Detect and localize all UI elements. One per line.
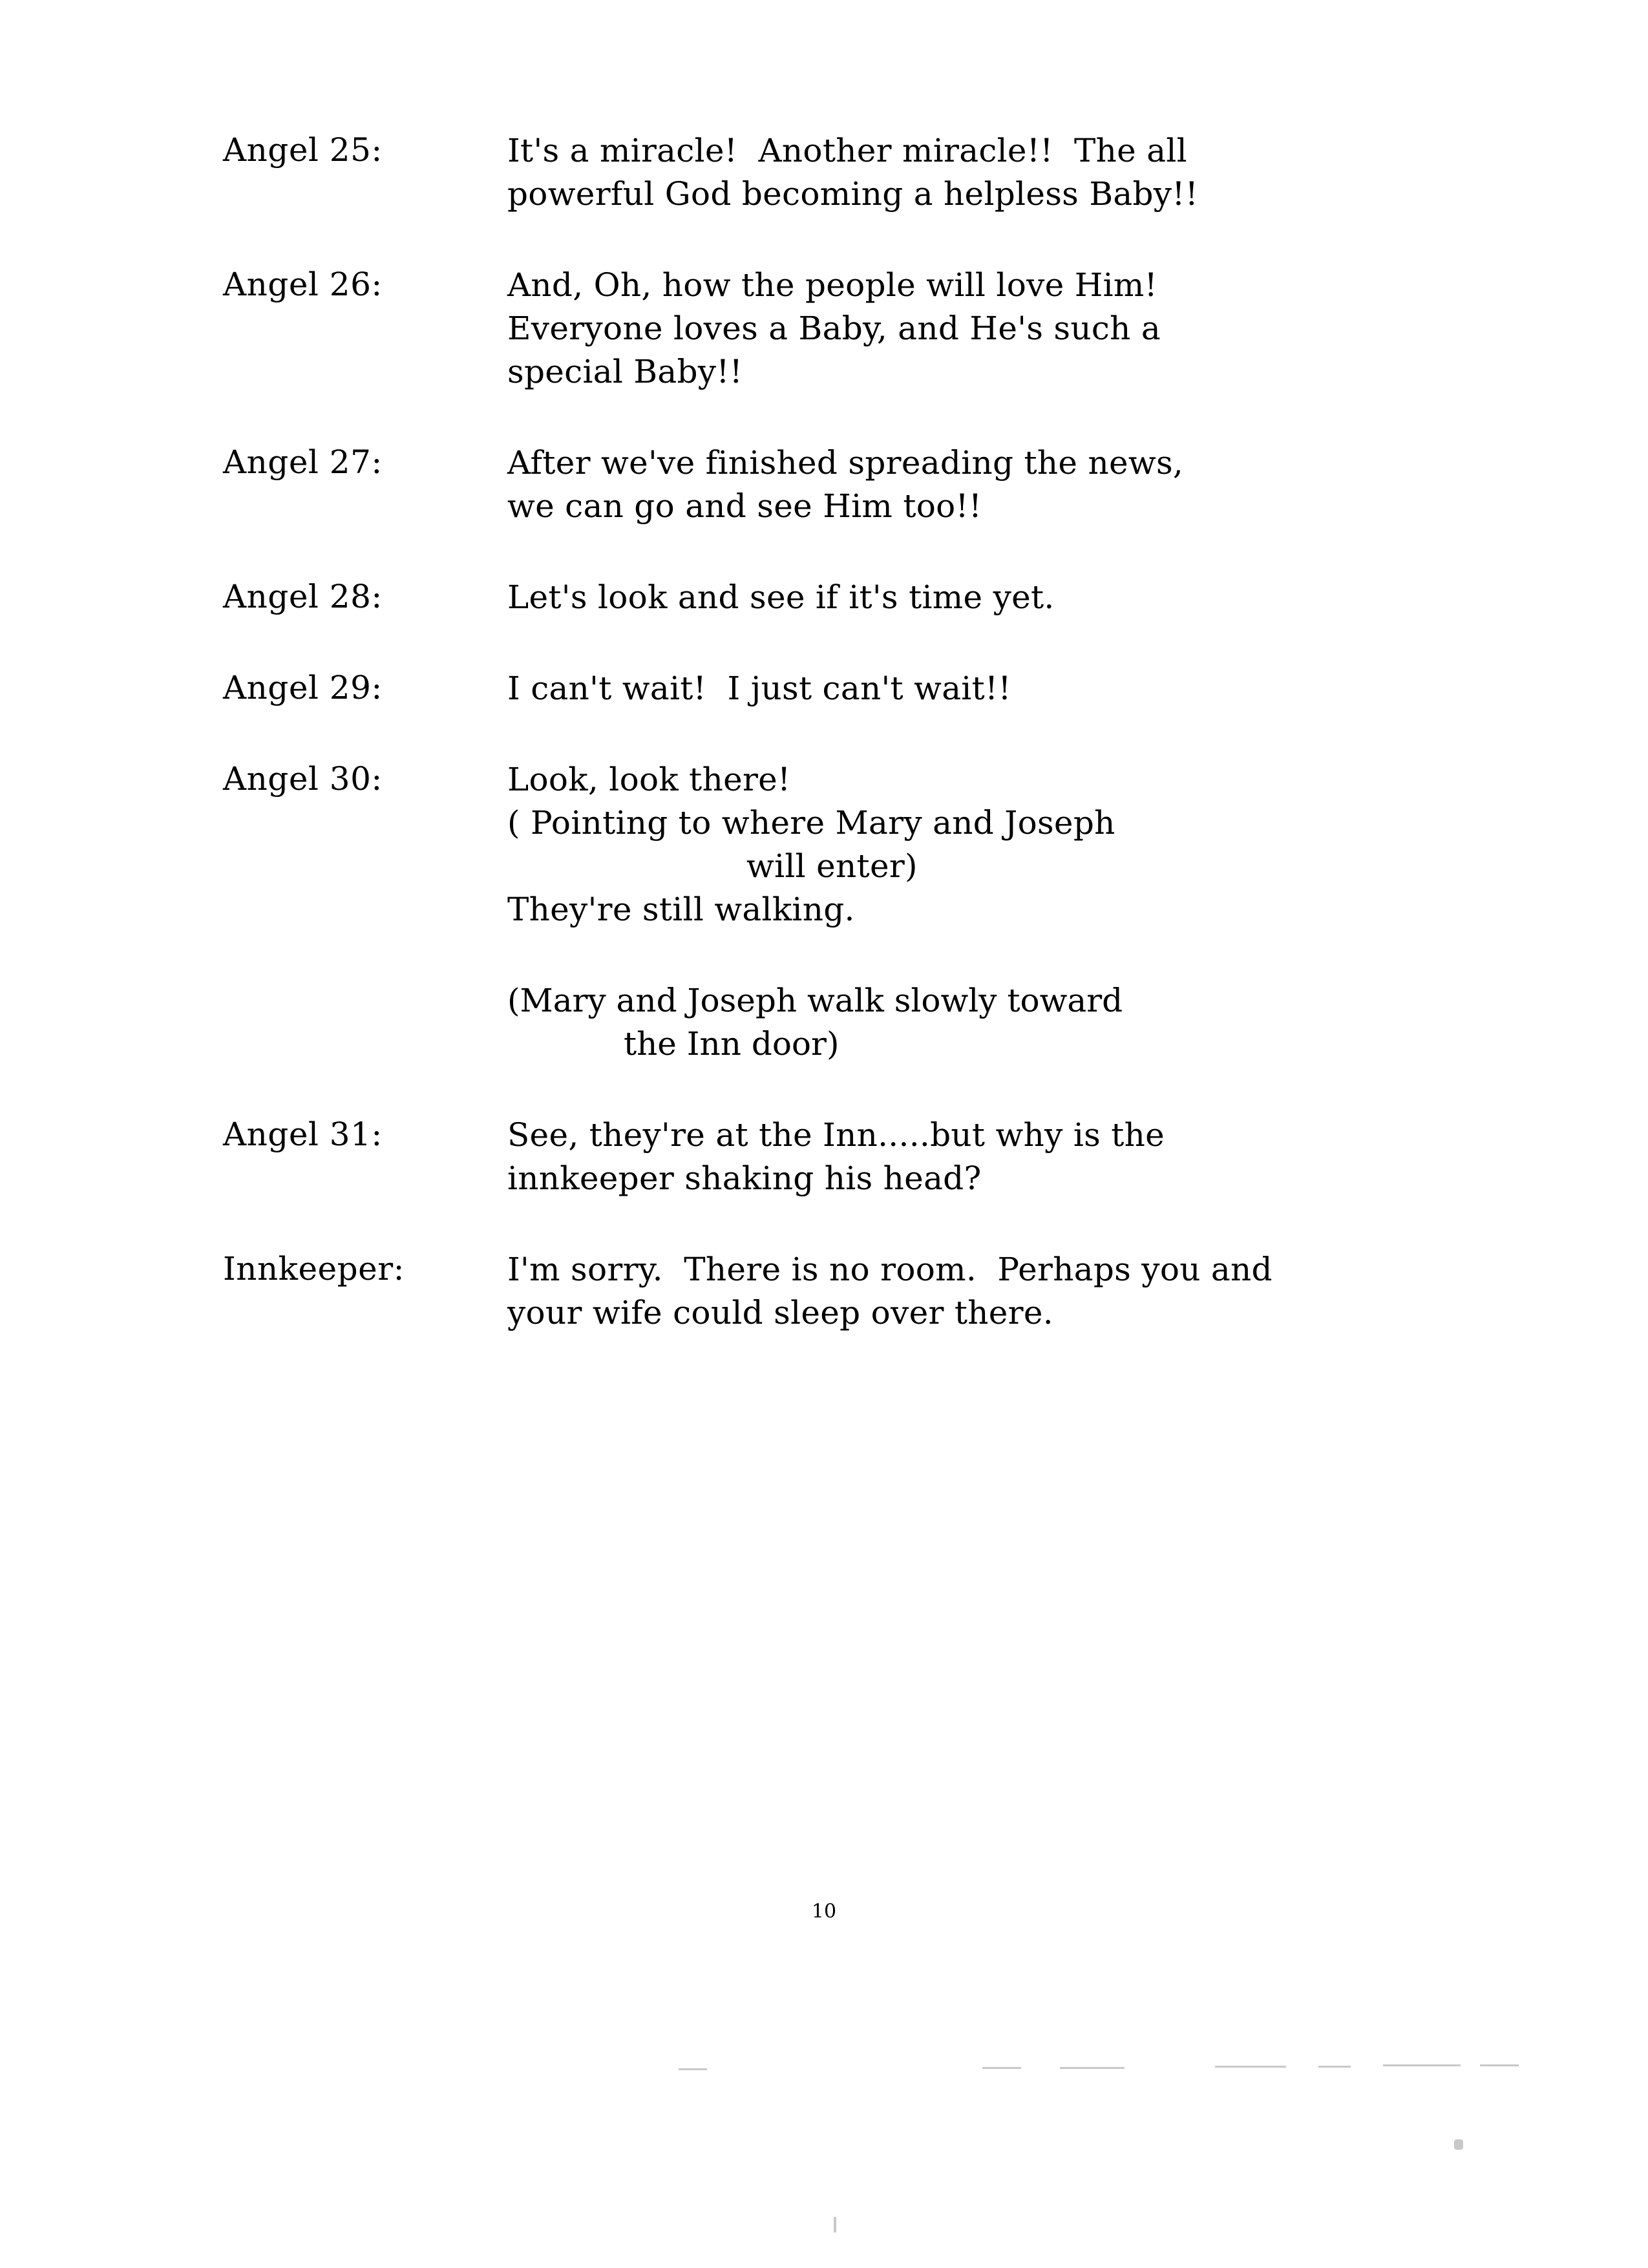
scan-artifact <box>1383 2064 1461 2066</box>
scan-artifact <box>679 2068 707 2070</box>
speech-text <box>507 264 1451 394</box>
script-line <box>223 758 1451 931</box>
speech-text <box>507 129 1451 216</box>
speech-line: They're still walking. <box>507 891 855 928</box>
stage-direction-line: (Mary and Joseph walk slowly toward <box>507 982 1123 1019</box>
script-line <box>223 667 1451 710</box>
scan-artifact <box>1480 2064 1519 2066</box>
speech-line: I'm sorry. There is no room. Perhaps you and <box>507 1251 1273 1288</box>
stage-direction <box>507 979 1451 1066</box>
script-body <box>223 129 1451 1383</box>
speech-line: Look, look there! <box>507 761 791 798</box>
script-line <box>223 441 1451 528</box>
speech-line: will enter) <box>746 847 918 885</box>
speech-text <box>507 441 1451 528</box>
speaker-label: Angel 30: <box>223 760 383 798</box>
speech-line: Everyone loves a Baby, and He's such a <box>507 310 1161 347</box>
speech-line: we can go and see Him too!! <box>507 487 982 525</box>
speech-text <box>507 758 1451 931</box>
speech-line: innkeeper shaking his head? <box>507 1160 982 1197</box>
speaker-label: Angel 31: <box>223 1116 383 1153</box>
speech-line: And, Oh, how the people will love Him! <box>507 266 1158 304</box>
script-line <box>223 264 1451 394</box>
scan-artifact <box>1215 2066 1286 2068</box>
speech-line: ( Pointing to where Mary and Joseph <box>507 804 1115 842</box>
speech-line: I can't wait! I just can't wait!! <box>507 670 1011 707</box>
speaker-label: Angel 25: <box>223 131 383 169</box>
stage-direction-line: the Inn door) <box>624 1025 840 1063</box>
speech-line: After we've finished spreading the news, <box>507 444 1184 482</box>
speech-text <box>507 576 1451 619</box>
speech-text <box>507 667 1451 710</box>
speaker-label: Angel 26: <box>223 266 383 303</box>
scan-artifact <box>1318 2066 1351 2068</box>
speech-line: special Baby!! <box>507 353 743 390</box>
scan-artifact <box>1454 2139 1463 2150</box>
script-line <box>223 1114 1451 1200</box>
speech-line: powerful God becoming a helpless Baby!! <box>507 175 1199 213</box>
speech-text <box>507 1248 1451 1335</box>
script-line <box>223 576 1451 619</box>
script-line <box>223 1248 1451 1335</box>
scan-artifact <box>834 2217 836 2232</box>
scan-artifact <box>982 2067 1021 2069</box>
speech-line: See, they're at the Inn.....but why is the <box>507 1116 1165 1154</box>
speech-line: your wife could sleep over there. <box>507 1294 1053 1331</box>
speech-line: It's a miracle! Another miracle!! The all <box>507 132 1187 169</box>
speaker-label: Angel 28: <box>223 578 383 615</box>
speaker-label: Innkeeper: <box>223 1250 405 1288</box>
scan-artifact <box>1060 2067 1125 2069</box>
speech-text <box>507 1114 1451 1200</box>
script-line <box>223 129 1451 216</box>
page-number: 10 <box>811 1900 837 1923</box>
speaker-label: Angel 27: <box>223 443 383 481</box>
speech-line: Let's look and see if it's time yet. <box>507 578 1055 616</box>
speaker-label: Angel 29: <box>223 669 383 706</box>
